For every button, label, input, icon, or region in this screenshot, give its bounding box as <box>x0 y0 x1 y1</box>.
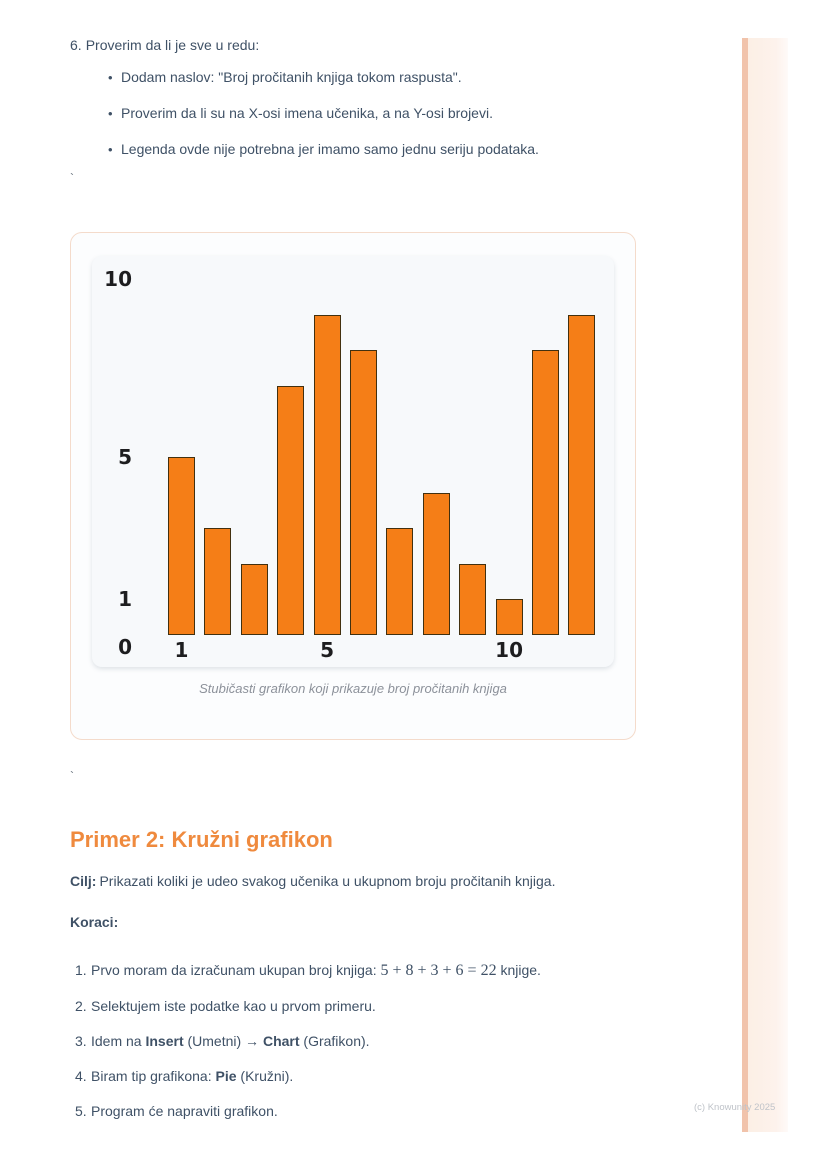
step-text: (Umetni) → <box>183 1033 263 1049</box>
bar <box>568 315 595 635</box>
y-axis-label: 5 <box>118 445 132 469</box>
bullet-text: Proverim da li su na X-osi imena učenika, a na Y-osi brojevi. <box>121 105 493 121</box>
bar <box>496 599 523 635</box>
bar <box>277 386 304 635</box>
bullet-glyph: • <box>108 70 113 85</box>
step-text: Biram tip grafikona: <box>91 1068 216 1084</box>
step-text: Insert <box>145 1033 184 1049</box>
bullet-text: Dodam naslov: "Broj pročitanih knjiga tokom raspusta". <box>121 69 462 85</box>
page-content <box>70 38 636 1138</box>
step-item <box>70 1103 636 1119</box>
step-text: Prvo moram da izračunam ukupan broj knjiga: <box>91 962 381 978</box>
figure-container <box>70 232 636 740</box>
y-axis-label: 10 <box>104 267 132 291</box>
steps-list <box>70 962 636 1119</box>
step-number: 1. <box>75 962 87 978</box>
bar <box>168 457 195 635</box>
step-number: 5. <box>75 1103 87 1119</box>
y-axis-label: 0 <box>118 635 132 659</box>
step-item <box>70 1033 636 1049</box>
bullet-glyph: • <box>108 142 113 157</box>
step-text: Program će napraviti grafikon. <box>91 1103 278 1119</box>
checklist-number: 6. <box>70 37 82 53</box>
steps-label: Koraci: <box>70 914 119 930</box>
stray-backtick: ` <box>70 171 74 185</box>
bullet-item <box>70 142 636 157</box>
bar <box>423 493 450 635</box>
step-text: Selektujem iste podatke kao u prvom primeru. <box>91 998 376 1014</box>
goal-label: Cilj: <box>70 873 97 889</box>
right-margin-strip <box>742 38 788 1132</box>
section-heading: Primer 2: Kružni grafikon <box>70 827 333 852</box>
step-number: 2. <box>75 998 87 1014</box>
step-text: knjige. <box>496 962 541 978</box>
step-text: 5 + 8 + 3 + 6 = 22 <box>380 962 497 979</box>
figure-caption: Stubičasti grafikon koji prikazuje broj pročitanih knjiga <box>199 681 507 696</box>
bullet-text: Legenda ovde nije potrebna jer imamo samo jednu seriju podataka. <box>121 141 539 157</box>
bar <box>532 350 559 635</box>
bar <box>314 315 341 635</box>
bar-chart <box>92 256 614 667</box>
step-text: (Grafikon). <box>299 1033 370 1049</box>
footer-credit: (c) Knowunity 2025 <box>694 1102 776 1113</box>
bullet-item <box>70 70 636 85</box>
step-text: Idem na <box>91 1033 146 1049</box>
checklist-bullets <box>70 70 636 157</box>
step-item <box>70 962 636 979</box>
checklist-title-text: Proverim da li je sve u redu: <box>85 37 260 53</box>
bar <box>386 528 413 635</box>
bullet-glyph: • <box>108 106 113 121</box>
stray-backtick: ` <box>70 769 74 783</box>
step-item <box>70 998 636 1014</box>
bar <box>241 564 268 635</box>
x-axis-label: 10 <box>495 638 524 662</box>
y-axis-label: 1 <box>118 587 132 612</box>
step-item <box>70 1068 636 1084</box>
step-text: Pie <box>215 1068 237 1084</box>
step-text: (Kružni). <box>236 1068 294 1084</box>
step-number: 3. <box>75 1033 87 1049</box>
step-text: Chart <box>262 1033 300 1049</box>
x-axis-label: 1 <box>174 638 189 662</box>
x-axis-label: 5 <box>320 638 335 662</box>
goal-paragraph <box>70 874 636 889</box>
bar <box>459 564 486 635</box>
step-number: 4. <box>75 1068 87 1084</box>
bullet-item <box>70 106 636 121</box>
checklist-title <box>70 38 636 53</box>
goal-text: Prikazati koliki je udeo svakog učenika u ukupnom broju pročitanih knjiga. <box>99 873 556 889</box>
bar <box>204 528 231 635</box>
bar <box>350 350 377 635</box>
